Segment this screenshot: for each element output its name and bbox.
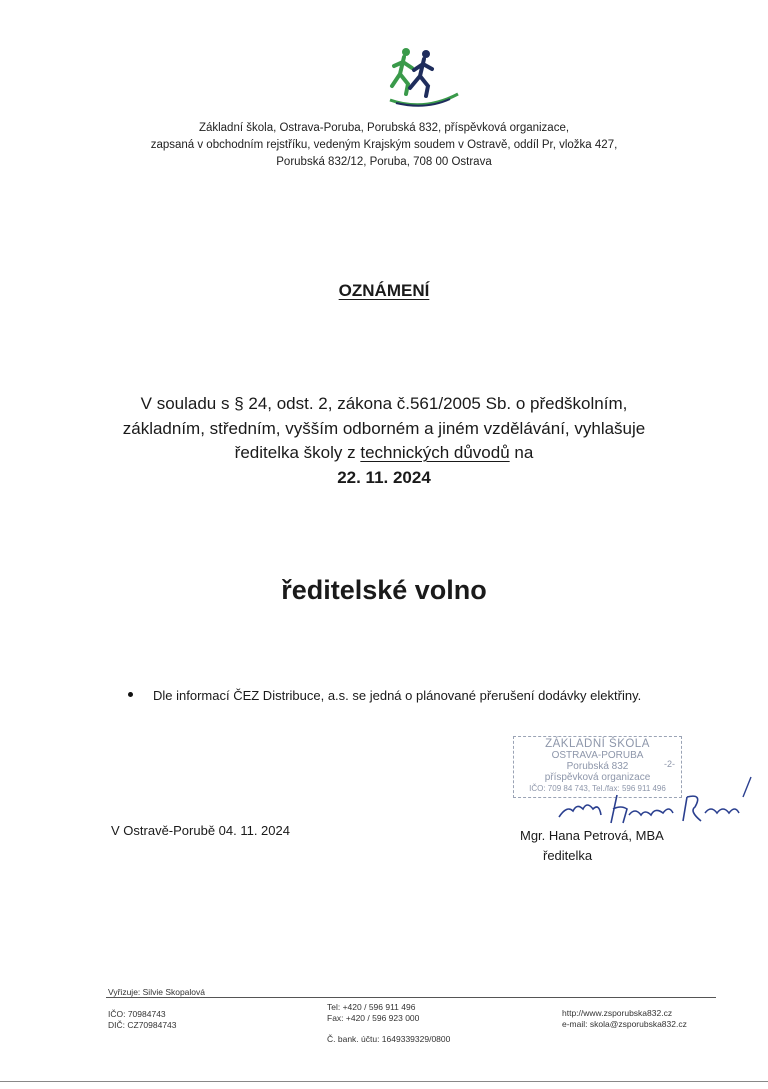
footer-ico: IČO: 70984743 [108,1009,166,1019]
bullet-dot-icon [128,692,133,697]
stamp-line-3: Porubská 832 [566,761,629,772]
announcement-body [0,392,768,490]
holiday-date: 22. 11. 2024 [337,467,431,487]
stamp-tag: -2- [664,759,675,769]
header-line-1: Základní škola, Ostrava-Poruba, Porubská 832, příspěvková organizace, [198,122,570,134]
stamp-line-5: IČO: 709 84 743, Tel./fax: 596 911 496 [529,784,666,793]
stamp-line-1: ZÁKLADNÍ ŠKOLA [545,738,650,750]
footer-bank-account: Č. bank. účtu: 1649339329/0800 [327,1034,451,1044]
info-bullet [128,688,641,703]
stamp-line-4: příspěvková organizace [544,772,651,783]
school-logo-runners-icon [384,44,464,110]
headline-directors-leave: ředitelské volno [281,575,487,605]
body-line-3 [0,441,768,466]
body-reason: technických důvodů [360,443,510,462]
header-line-2: zapsaná v obchodním rejstříku, vedeným Krajským soudem v Ostravě, oddíl Pr, vložka 427, [150,139,618,151]
body-line-3-post: na [509,443,534,462]
bullet-text: Dle informací ČEZ Distribuce, a.s. se jedná o plánované přerušení dodávky elektřiny. [153,688,642,703]
signer-block [520,826,664,866]
body-line-3-pre: ředitelka školy z [234,443,361,462]
footer-prepared-by: Vyřizuje: Silvie Skopalová [108,987,206,997]
announcement-title [0,281,768,301]
footer-divider [106,997,716,998]
place-and-date: V Ostravě-Porubě 04. 11. 2024 [111,823,290,838]
stamp-line-2: OSTRAVA-PORUBA [551,750,644,761]
footer-fax: Fax: +420 / 596 923 000 [327,1013,420,1023]
body-line-1: V souladu s § 24, odst. 2, zákona č.561/2005 Sb. o předškolním, [140,394,628,413]
page-bottom-divider [0,1081,768,1082]
footer-dic: DIČ: CZ70984743 [108,1020,177,1030]
footer-tel: Tel: +420 / 596 911 496 [327,1002,416,1012]
school-header [0,120,768,171]
footer-email: e-mail: skola@zsporubska832.cz [562,1019,687,1029]
signer-role: ředitelka [543,848,593,863]
header-line-3: Porubská 832/12, Poruba, 708 00 Ostrava [276,156,492,168]
signer-name: Mgr. Hana Petrová, MBA [520,828,664,843]
footer-web: http://www.zsporubska832.cz [562,1008,673,1018]
body-line-2: základním, středním, vyšším odborném a jiném vzdělávání, vyhlašuje [122,418,646,438]
announcement-title-text: OZNÁMENÍ [338,281,430,300]
